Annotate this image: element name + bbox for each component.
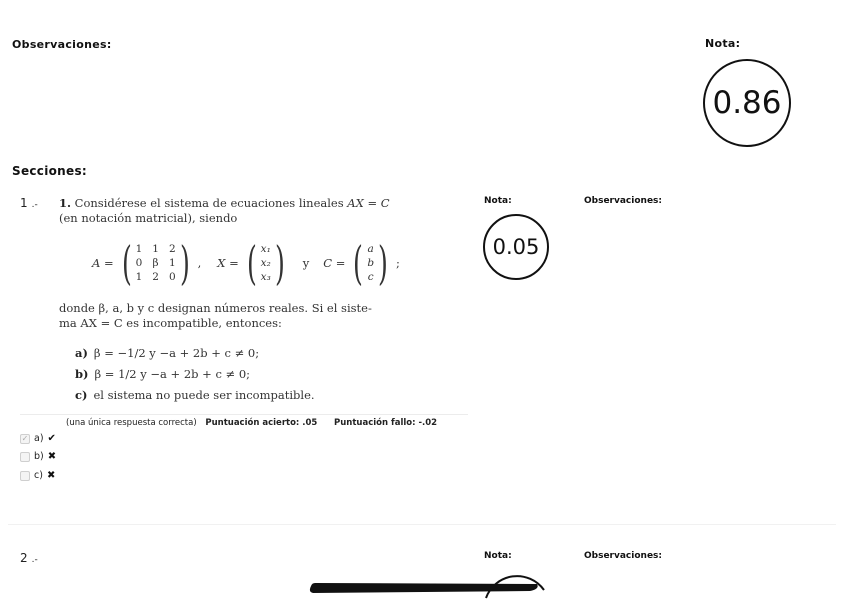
cross-icon: ✖ — [46, 470, 56, 481]
answer-label: a) — [34, 433, 44, 444]
score-correct: Puntuación acierto: .05 — [205, 418, 318, 428]
conjunction: y — [302, 256, 310, 270]
answer-checkbox-b[interactable] — [20, 452, 30, 462]
matrix-a: ( 1 1 2 0 β 1 1 2 0 ) — [121, 236, 190, 290]
question-statement-line2: (en notación matricial), siendo — [59, 211, 238, 225]
question-observaciones-label: Observaciones: — [584, 196, 663, 206]
question-number-separator: .- — [31, 200, 38, 210]
matrix-equations: A = ( 1 1 2 0 β 1 1 2 0 ) , X = ( x₁ x₂ x₃ ) y C = ( a b c ) ; — [92, 236, 400, 290]
answer-label: b) — [34, 451, 44, 462]
question-nota-label: Nota: — [484, 196, 512, 206]
statement-index: 1. — [59, 196, 72, 210]
matrix-c-label: C = — [323, 256, 346, 270]
question-number — [20, 196, 38, 210]
check-icon: ✔ — [47, 433, 56, 444]
answer-checkbox-c[interactable] — [20, 471, 30, 481]
answer-checkbox-a[interactable]: ✓ — [21, 434, 29, 443]
statement-text: Considérese el sistema de ecuaciones lineales — [74, 196, 344, 210]
cross-icon: ✖ — [47, 451, 57, 462]
question-statement-line4: ma AX = C es incompatible, entonces: — [59, 316, 282, 330]
matrix-c: ( a b c ) — [353, 236, 388, 290]
question-nota-label: Nota: — [484, 551, 512, 561]
question-number — [20, 551, 38, 565]
question-divider — [20, 414, 468, 415]
option-c: c) el sistema no puede ser incompatible. — [75, 388, 315, 402]
score-wrong: Puntuación fallo: -.02 — [334, 418, 438, 428]
option-b: b) β = 1/2 y −a + 2b + c ≠ 0; — [75, 367, 251, 381]
matrix-x: ( x₁ x₂ x₃ ) — [246, 236, 285, 290]
redaction-scribble — [305, 578, 545, 596]
matrix-x-label: X = — [217, 256, 239, 270]
general-grade-circle — [703, 59, 791, 147]
section-divider — [8, 524, 836, 525]
general-grade-value: 0.86 — [712, 85, 782, 121]
question-number-value: 2 — [20, 551, 28, 565]
question-number-value: 1 — [20, 196, 28, 210]
answer-row-b — [20, 451, 56, 462]
general-observaciones-label: Observaciones: — [12, 38, 112, 51]
question-observaciones-label: Observaciones: — [584, 551, 663, 561]
question-grade-circle — [483, 214, 549, 280]
question-number-separator: .- — [31, 555, 38, 565]
question-statement-line3: donde β, a, b y c designan números reales. Si el siste- — [59, 301, 372, 315]
answer-row-c — [20, 470, 55, 481]
answer-label: c) — [34, 470, 43, 481]
question-meta — [66, 418, 437, 428]
secciones-heading: Secciones: — [12, 164, 87, 178]
general-nota-label: Nota: — [705, 37, 741, 50]
answer-hint: (una única respuesta correcta) — [66, 418, 197, 428]
matrix-a-label: A = — [92, 256, 114, 270]
answer-row-a — [20, 433, 56, 444]
question-grade-value: 0.05 — [492, 235, 540, 259]
option-a: a) β = −1/2 y −a + 2b + c ≠ 0; — [75, 346, 260, 360]
statement-math: AX = C — [347, 196, 390, 210]
question-statement-line1 — [59, 196, 404, 210]
